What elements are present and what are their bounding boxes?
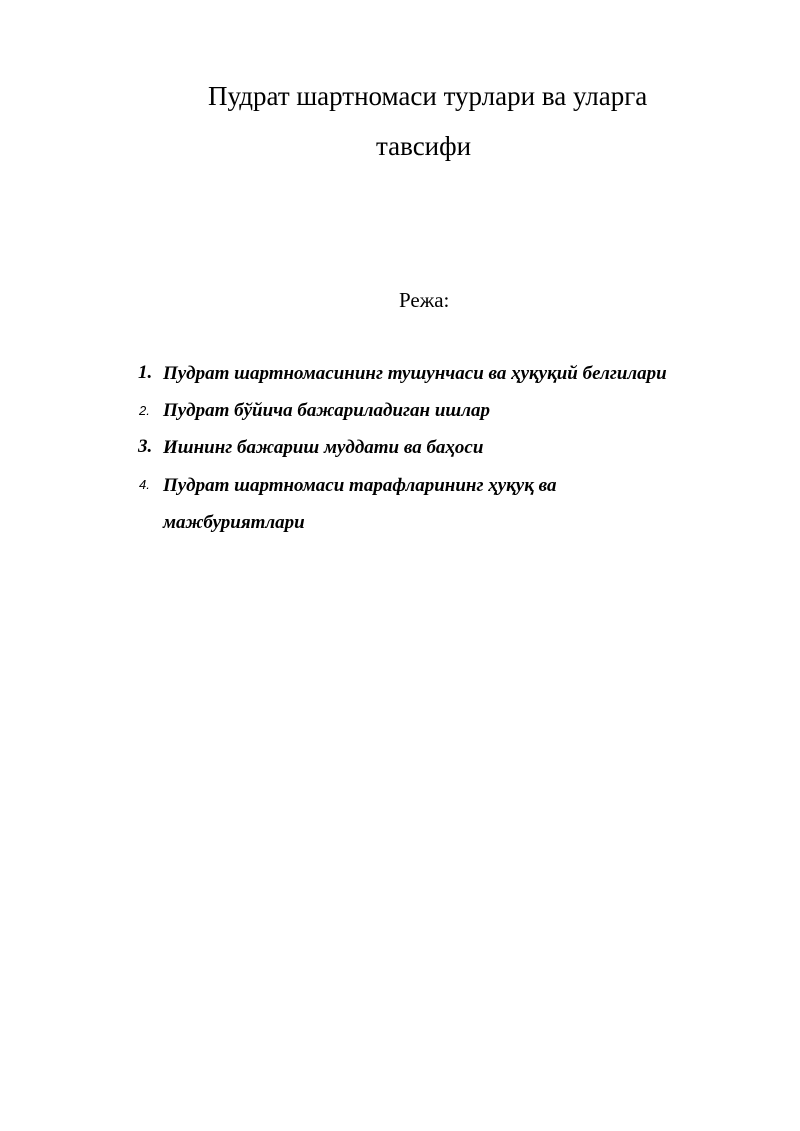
plan-item-text: Ишнинг бажариш муддати ва баҳоси bbox=[163, 437, 484, 458]
plan-item-text: Пудрат шартномасининг тушунчаси ва ҳуқуқий белгилари bbox=[163, 363, 667, 384]
plan-item-3 bbox=[0, 433, 800, 463]
plan-item-number: 3. bbox=[138, 436, 153, 457]
plan-item-4 bbox=[0, 470, 800, 533]
plan-item-text: Пудрат шартномаси тарафларининг ҳуқуқ ва мажбуриятлари bbox=[163, 475, 557, 533]
plan-item-number: 1. bbox=[138, 362, 153, 383]
plan-item-text: Пудрат бўйича бажариладиган ишлар bbox=[163, 400, 490, 421]
document-title-line-2: тавсифи bbox=[376, 131, 472, 161]
plan-item-2 bbox=[0, 396, 800, 426]
plan-item-1 bbox=[0, 359, 800, 389]
plan-item-number: 4. bbox=[139, 477, 150, 492]
plan-item-number: 2. bbox=[139, 403, 150, 418]
plan-heading: Режа: bbox=[399, 288, 450, 312]
document-title-line-1: Пудрат шартномаси турлари ва уларга bbox=[208, 81, 648, 111]
